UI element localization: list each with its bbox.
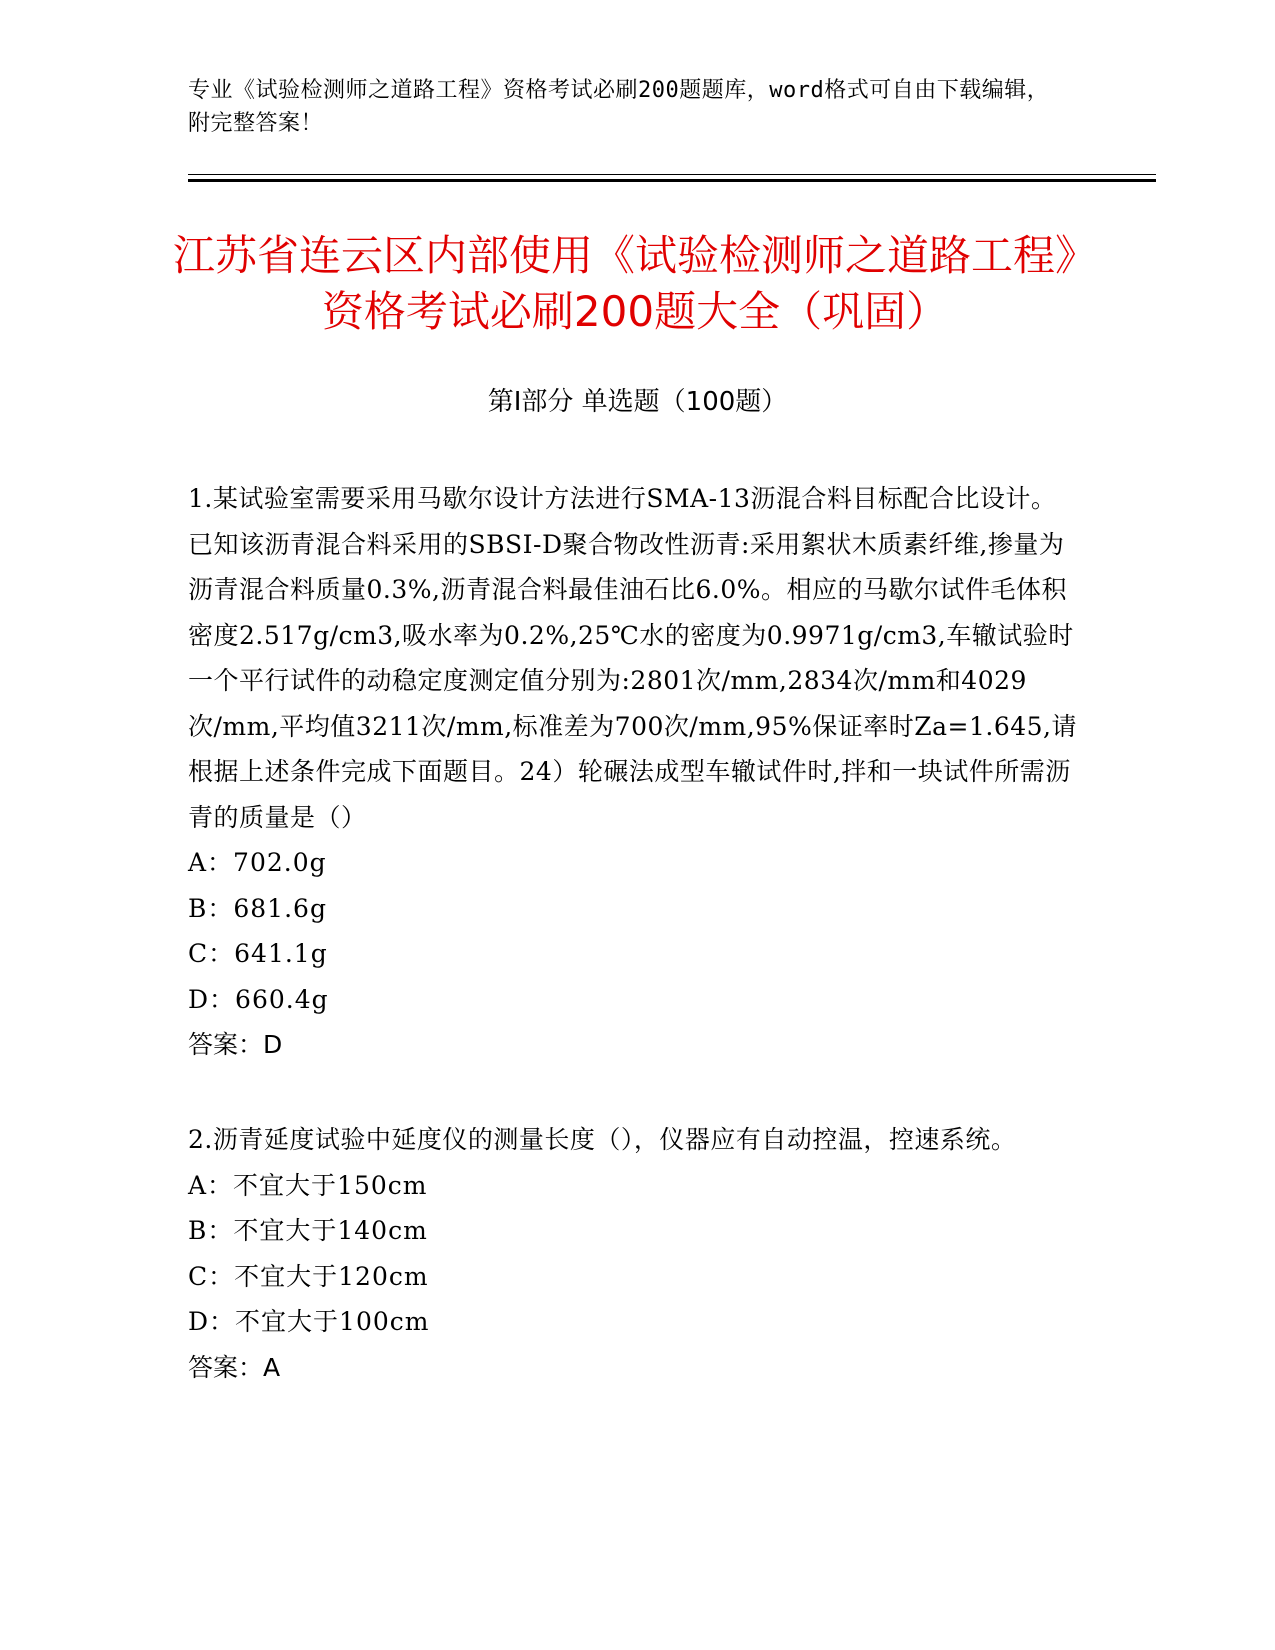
option-b: B：不宜大于140cm <box>188 1216 428 1245</box>
option-a: A：不宜大于150cm <box>188 1170 428 1200</box>
question-stem: 2.沥青延度试验中延度仪的测量长度（），仪器应有自动控温，控速系统。 <box>188 1125 1017 1154</box>
option-c: C：不宜大于120cm <box>188 1261 429 1291</box>
section-title: 第Ⅰ部分 单选题（100题） <box>487 387 788 417</box>
answer: 答案：D <box>188 1030 283 1059</box>
header-note: 专业《试验检测师之道路工程》资格考试必刷200题题库，word格式可自由下载编辑，附完整答案！ <box>188 78 1050 136</box>
option-b: B：681.6g <box>188 893 327 923</box>
question-1 <box>188 476 1078 1068</box>
answer: 答案：A <box>188 1352 281 1382</box>
document-title: 江苏省连云区内部使用《试验检测师之道路工程》资格考试必刷200题大全（巩固） <box>172 231 1097 336</box>
option-c: C：641.1g <box>188 939 328 968</box>
header-divider-thick <box>188 179 1156 182</box>
header-divider-thin <box>188 174 1156 175</box>
option-d: D：不宜大于100cm <box>188 1307 430 1336</box>
option-d: D：660.4g <box>188 984 329 1014</box>
question-2 <box>188 1117 1078 1390</box>
question-stem: 1.某试验室需要采用马歇尔设计方法进行SMA-13沥混合料目标配合比设计。已知该沥青混合料采用的SBSI-D聚合物改性沥青:采用絮状木质素纤维,掺量为沥青混合料质量0.3%,沥青混合料最佳油石比6.0%。相应的马歇尔试件毛体积密度2.517g/cm3,吸水率为0.2%,25℃水的密度为0.9971g/cm3,车辙试验时一个平行试件的动稳定度测定值分别为:2801次/mm,2834次/mm和4029次/mm,平均值3211次/mm,标准差为700次/mm,95%保证率时Za=1.645,请根据上述条件完成下面题目。24）轮碾法成型车辙试件时,拌和一块试件所需沥青的质量是（） <box>188 484 1077 832</box>
option-a: A：702.0g <box>188 848 327 877</box>
